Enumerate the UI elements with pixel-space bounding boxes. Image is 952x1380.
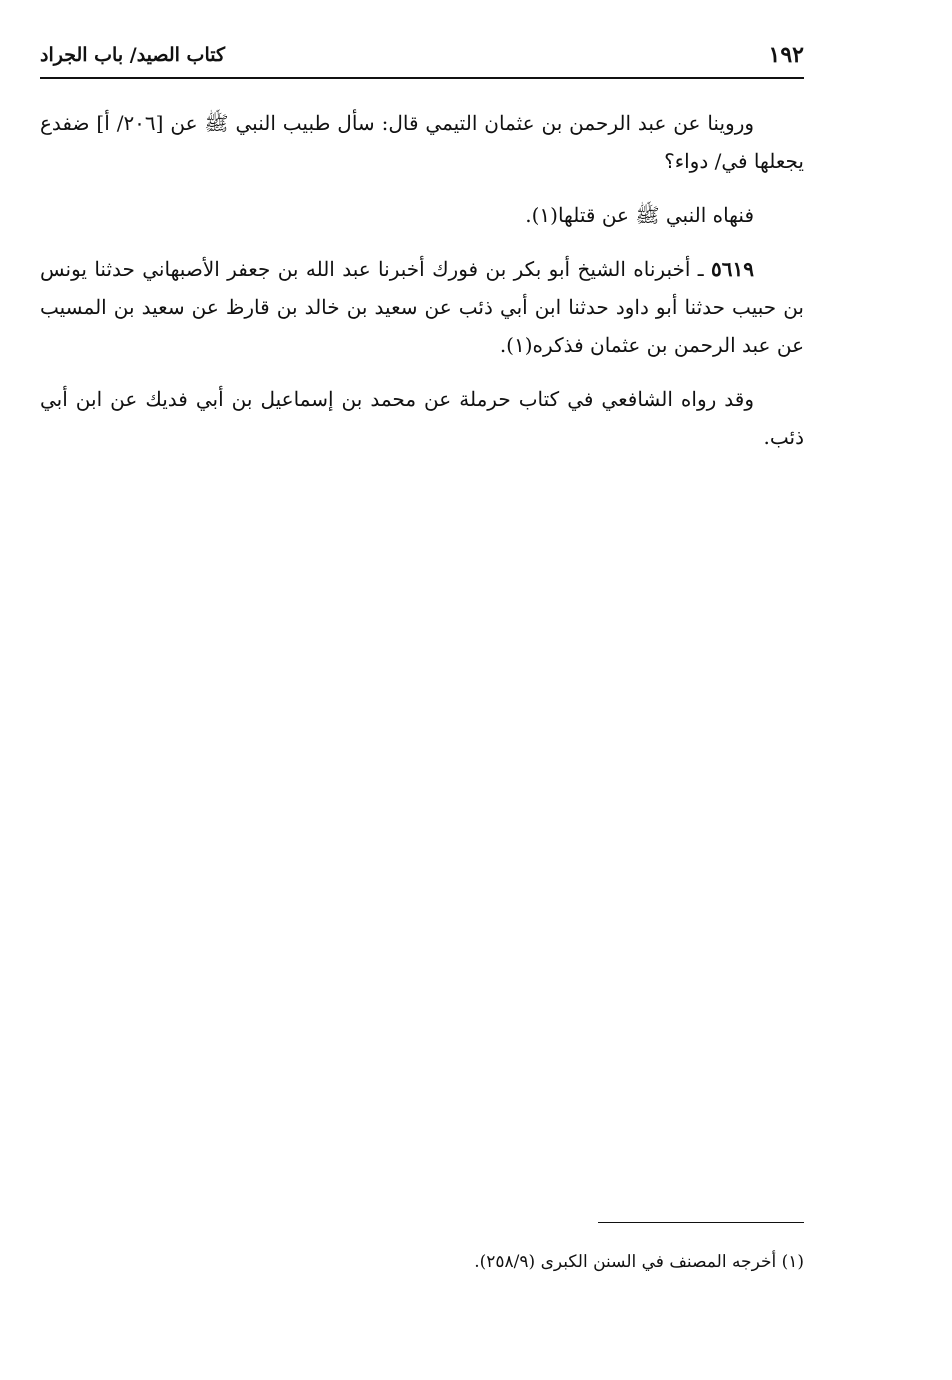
footnote: (١) أخرجه المصنف في السنن الكبرى (٢٥٨/٩).: [474, 1252, 804, 1272]
paragraph-shafii: وقد رواه الشافعي في كتاب حرملة عن محمد بن إسماعيل بن أبي فديك عن ابن أبي ذئب.: [40, 387, 804, 449]
hadith-isnad: ـ أخبرناه الشيخ أبو بكر بن فورك أخبرنا عبد الله بن جعفر الأصبهاني حدثنا يونس بن حبيب حدثنا أبو داود حدثنا ابن أبي ذئب عن سعيد بن خالد بن قارظ عن سعيد بن المسيب عن عبد الرحمن بن عثمان فذكره(١).: [40, 257, 804, 357]
header-divider: [40, 77, 804, 79]
footnote-divider: [598, 1222, 804, 1223]
main-text: [40, 104, 804, 472]
page-number: ١٩٢: [768, 42, 804, 68]
paragraph-hadith: [40, 250, 804, 364]
paragraph-riwaya: وروينا عن عبد الرحمن بن عثمان التيمي قال: سأل طبيب النبي ﷺ عن [٢٠٦/ أ] ضفدع يجعلها في/ دواء؟: [40, 111, 804, 173]
running-title: كتاب الصيد/ باب الجراد: [40, 44, 226, 66]
paragraph-nahy: فنهاه النبي ﷺ عن قتلها(١).: [525, 203, 754, 227]
hadith-number: ٥٦١٩: [711, 257, 754, 281]
page-header: [40, 40, 804, 80]
